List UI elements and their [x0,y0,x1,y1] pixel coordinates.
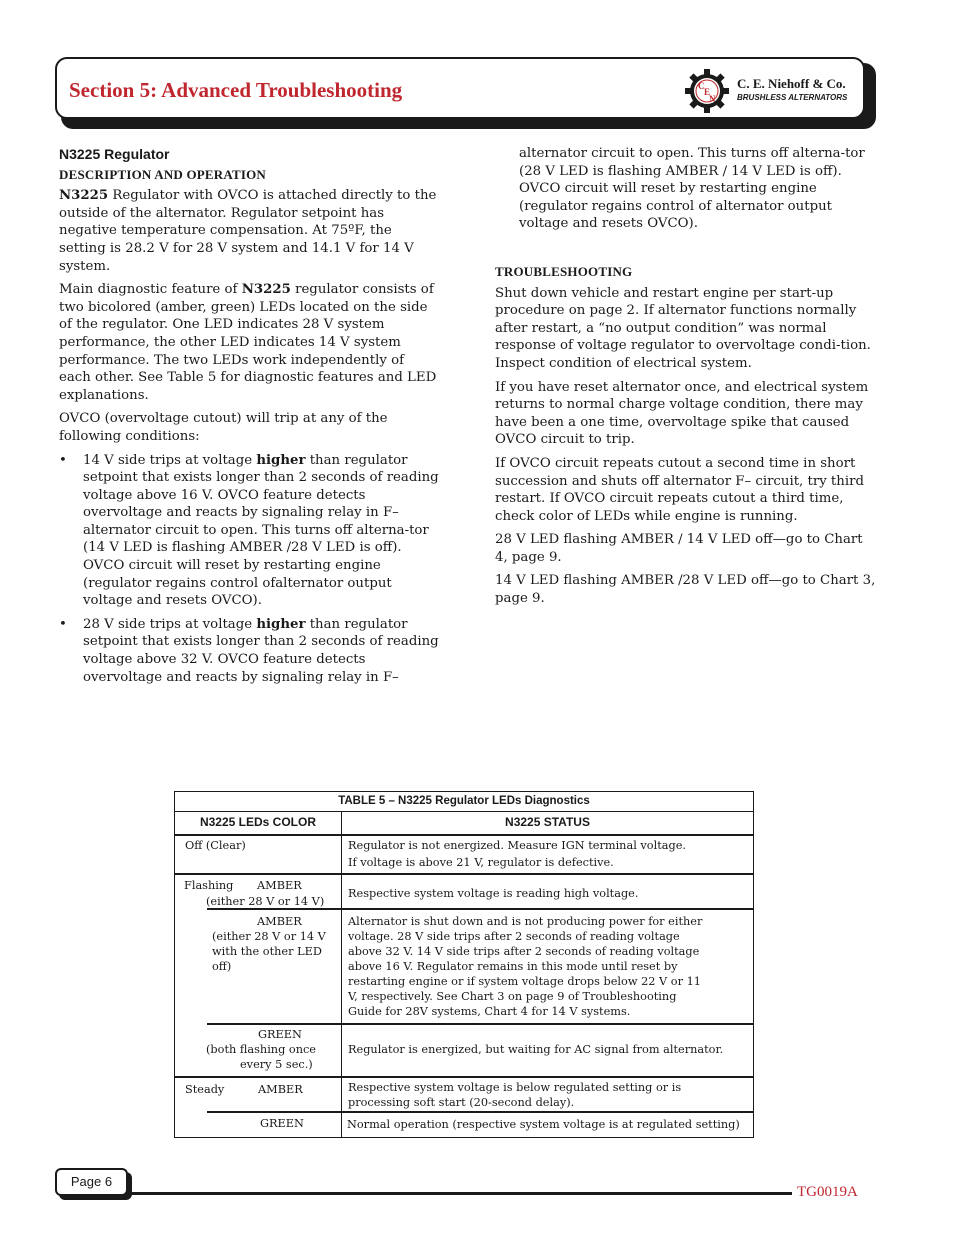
row-off-status-line1: Regulator is not energized. Measure IGN terminal voltage. [348,839,686,852]
paragraph-reset-once: If you have reset alternator once, and electrical system returns to normal charge voltage condition, there may have been a one time, overvoltage spike that caused OVCO circuit to trip. [495,379,869,448]
row-divider [175,873,753,875]
row-flashing-green-color: GREEN [258,1028,302,1041]
row-amber-shutdown-status3: above 32 V. 14 V side trips after 2 seconds of reading voltage [348,945,700,958]
bullet2-text: than regulator setpoint that exists longer than 2 seconds of reading voltage above 32 V. OVCO feature detects overvoltage and reacts by signaling relay in F– [83,616,439,685]
paragraph-repeat-cutout: If OVCO circuit repeats cutout a second time in short succession and shuts off alternator F– circuit, try third restart. If OVCO circuit repeats cutout a third time, check color of LEDs while engine is running. [495,455,864,524]
group-flashing: Flashing [184,879,234,892]
brand-name: C. E. Niehoff & Co. [737,76,846,91]
led-diagnostics-table [174,791,754,1138]
row-amber-shutdown-status7: Guide for 28V systems, Chart 4 for 14 V systems. [348,1005,631,1018]
bullet-mark: • [59,452,67,468]
row-amber-shutdown-status1: Alternator is shut down and is not producing power for either [348,915,703,928]
column-header-color: N3225 LEDs COLOR [199,815,317,829]
row-amber-shutdown-sub1: (either 28 V or 14 V [212,930,326,943]
document-id: TG0019A [797,1184,858,1200]
row-off-status-line2: If voltage is above 21 V, regulator is defective. [348,856,614,869]
logo-letter-e: E [704,87,711,97]
table-caption: TABLE 5 – N3225 Regulator LEDs Diagnostics [338,795,590,807]
row-steady-green-color: GREEN [260,1117,304,1130]
row-amber-shutdown-status2: voltage. 28 V side trips after 2 seconds of reading voltage [348,930,680,943]
row-flashing-amber-status: Respective system voltage is reading high voltage. [348,887,639,900]
list-item [59,616,439,686]
bullet1-pre: 14 V side trips at voltage [83,452,257,468]
row-steady-amber-status1: Respective system voltage is below regulated setting or is [348,1081,682,1094]
left-column [59,146,439,692]
right-column [495,145,879,614]
p2-bold: N3225 [241,282,291,298]
bullet1-text: than regulator setpoint that exists longer than 2 seconds of reading voltage above 16 V. OVCO feature detects overvoltage and reacts by signaling relay in F– alternator circuit to open. This turns off alterna-tor (14 V LED is flashing AMBER /28 V LED is off). OVCO circuit will reset by restarting engine (regulator regains control ofalternator output voltage and resets OVCO). [83,452,439,609]
brand-tagline: BRUSHLESS ALTERNATORS [737,93,848,102]
row-amber-shutdown-sub2: with the other LED [212,945,322,958]
group-steady: Steady [185,1083,225,1096]
description-heading: DESCRIPTION AND OPERATION [59,166,267,182]
row-amber-shutdown-color: AMBER [257,915,302,928]
paragraph-14v-amber: 14 V LED flashing AMBER /28 V LED off—go to Chart 3, page 9. [495,573,876,607]
footer-rule [130,1192,792,1195]
column-divider [341,811,342,1137]
row-amber-shutdown-sub3: off) [212,960,232,973]
p1-bold: N3225 [59,188,109,204]
paragraph-diagnostic [59,281,439,404]
column-header-status: N3225 STATUS [505,815,590,829]
section-header [55,57,865,119]
list-item [59,452,439,610]
ovco-conditions-list [59,452,439,687]
regulator-heading: N3225 Regulator [59,146,170,162]
paragraph-setpoint [59,187,439,275]
bullet-mark: • [59,616,67,632]
bullet2-bold: higher [256,616,306,632]
row-steady-amber-status2: processing soft start (20-second delay). [348,1096,575,1109]
troubleshooting-heading: TROUBLESHOOTING [495,263,633,279]
row-off-color: Off (Clear) [185,839,246,852]
row-flashing-green-sub1: (both flashing once [206,1043,316,1056]
row-flashing-amber-color: AMBER [257,879,302,892]
page-number-badge: Page 6 [55,1168,128,1196]
p2-pre: Main diagnostic feature of [59,282,242,298]
row-flashing-amber-sub: (either 28 V or 14 V) [206,895,325,908]
bullet1-bold: higher [256,452,306,468]
p1-text: Regulator with OVCO is attached directly to the outside of the alternator. Regulator setpoint has negative temperature compensation. At 75ºF, the setting is 28.2 V for 28 V system and 14.1 V for 14 V system. [59,188,437,274]
row-amber-shutdown-status6: V, respectively. See Chart 3 on page 9 of Troubleshooting [348,990,677,1003]
logo-letter-n: N [709,94,716,104]
section-title: Section 5: Advanced Troubleshooting [69,78,403,102]
header-divider [175,834,753,836]
row-divider [207,1111,753,1113]
brand [737,76,847,102]
row-flashing-green-status: Regulator is energized, but waiting for AC signal from alternator. [348,1043,724,1056]
row-steady-amber-color: AMBER [258,1083,303,1096]
row-amber-shutdown-status5: restarting engine or if system voltage drops below 22 V or 11 [348,975,701,988]
paragraph-restart: Shut down vehicle and restart engine per start-up procedure on page 2. If alternator functions normally after restart, a “no output condition” was normal response of voltage regulator to overvoltage condi-tion. Inspect condition of electrical system. [495,285,871,371]
paragraph-28v-amber: 28 V LED flashing AMBER / 14 V LED off—go to Chart 4, page 9. [495,532,863,565]
p2-text: regulator consists of two bicolored (amber, green) LEDs located on the side of the regulator. One LED indicates 28 V system performance, the other LED indicates 14 V system performance. The two LEDs work independently of each other. See Table 5 for diagnostic features and LED explanations. [59,282,437,403]
row-divider [175,1076,753,1078]
gear-logo-icon [685,69,729,113]
row-amber-shutdown-status4: above 16 V. Regulator remains in this mode until reset by [348,960,678,973]
caption-divider [175,811,753,812]
row-flashing-green-sub2: every 5 sec.) [240,1058,313,1071]
logo-letter-c: C [698,81,705,91]
paragraph-ovco: OVCO (overvoltage cutout) will trip at any of the following conditions: [59,411,388,444]
bullet2-pre: 28 V side trips at voltage [83,616,257,632]
row-steady-green-status: Normal operation (respective system voltage is at regulated setting) [347,1118,740,1131]
bullet2-continuation: alternator circuit to open. This turns off alterna-tor (28 V LED is flashing AMBER / 14 V LED is off). OVCO circuit will reset by restarting engine (regulator regains control of alternator output voltage and resets OVCO). [519,146,865,232]
row-divider [207,1023,753,1025]
